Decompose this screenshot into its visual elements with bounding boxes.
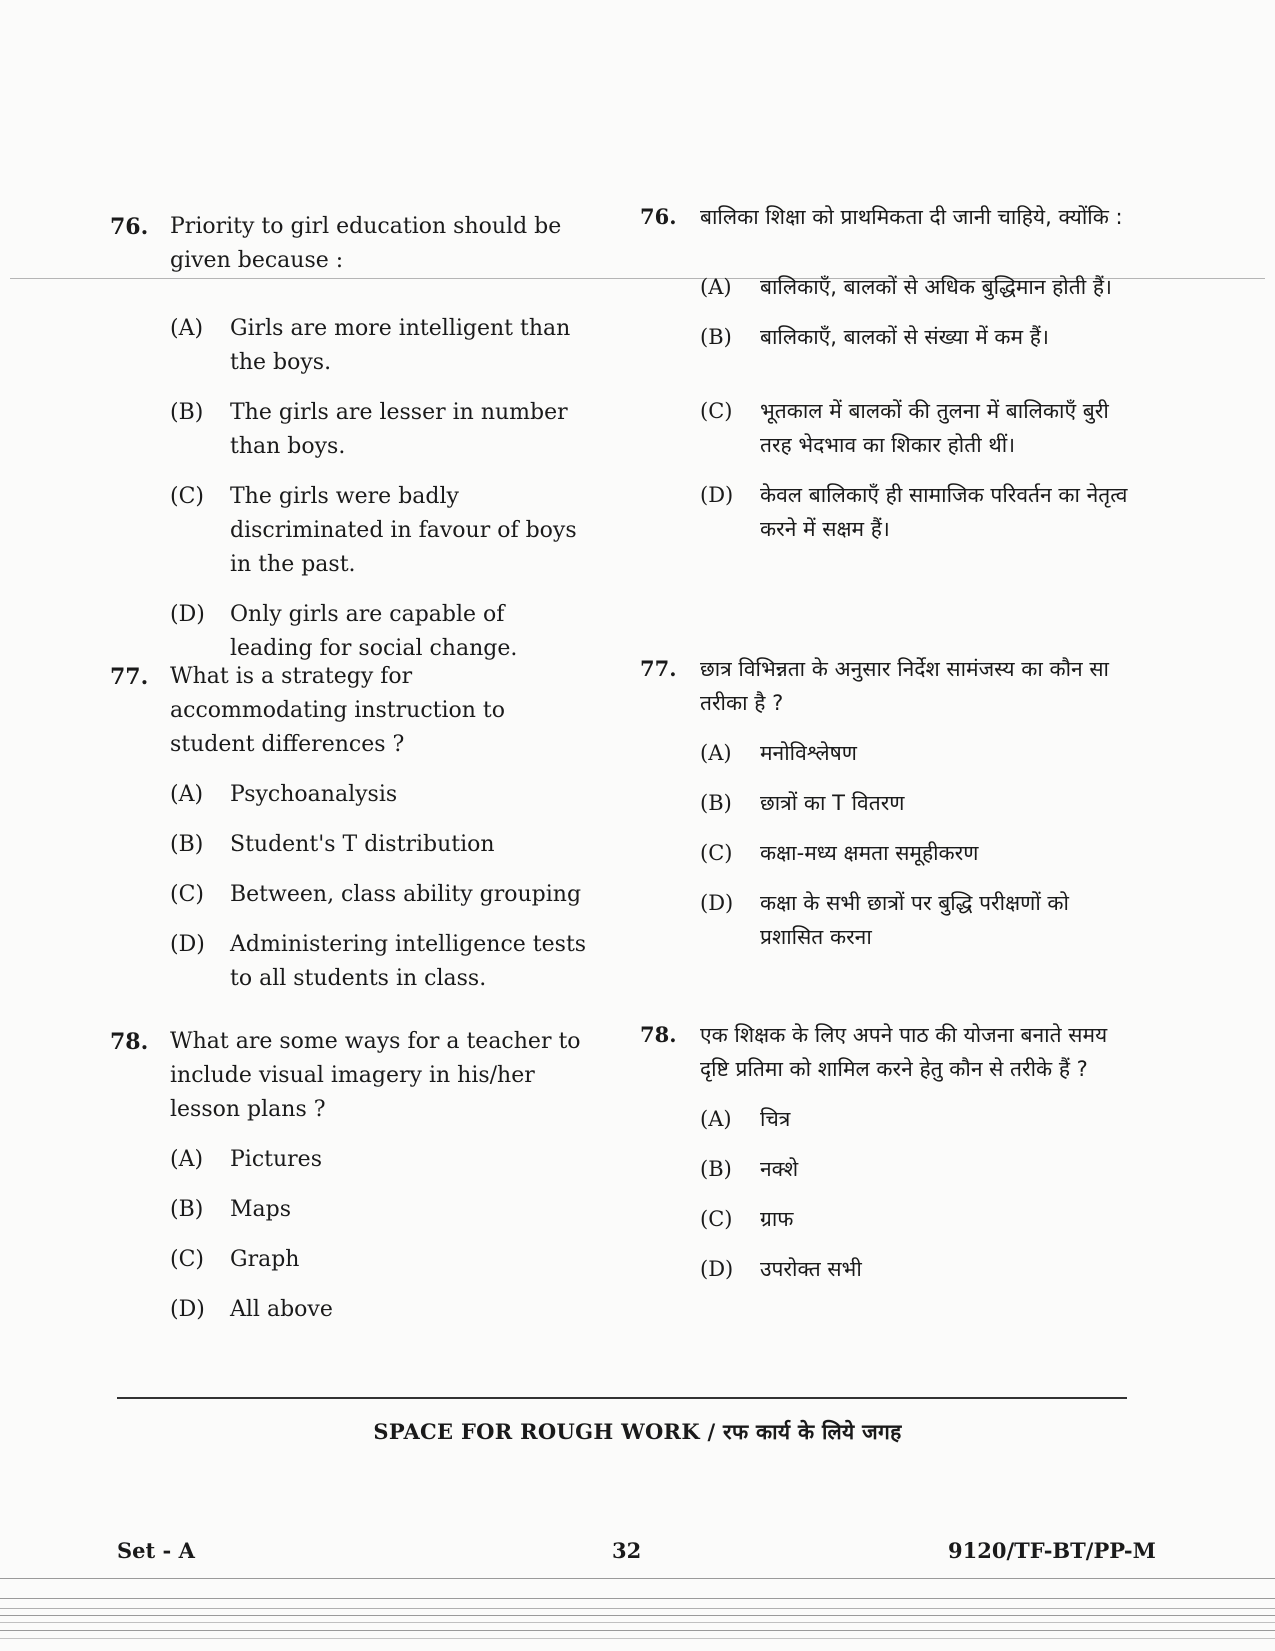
option-c: (C) कक्षा-मध्य क्षमता समूहीकरण xyxy=(700,841,979,865)
option-a: (A) Pictures xyxy=(170,1147,322,1172)
option-c: (C) Between, class ability grouping xyxy=(170,882,582,907)
option-d: (D) कक्षा के सभी छात्रों पर बुद्धि परीक्षणों को प्रशासित करना xyxy=(700,891,1069,949)
scan-line xyxy=(0,1622,1275,1623)
option-b: (B) बालिकाएँ, बालकों से संख्या में कम हैं। xyxy=(700,325,1049,349)
option-a: (A) चित्र xyxy=(700,1107,791,1131)
option-a: (A) मनोविश्लेषण xyxy=(700,741,857,765)
option-c: (C) Graph xyxy=(170,1247,300,1272)
question-text: 77. What is a strategy for accommodating instruction to student differences ? xyxy=(110,660,590,762)
question-number: 77. xyxy=(640,656,677,681)
footer-code: 9120/TF-BT/PP-M xyxy=(948,1538,1156,1563)
option-c: (C) The girls were badly discriminated in favour of boys in the past. xyxy=(170,484,577,577)
question-number: 77. xyxy=(110,664,149,690)
option-b: (B) छात्रों का T वितरण xyxy=(700,791,905,815)
question-text: 76. Priority to girl education should be given because : xyxy=(110,210,590,278)
scan-line xyxy=(0,1578,1275,1579)
option-b: (B) Student's T distribution xyxy=(170,832,495,857)
question-number: 78. xyxy=(110,1029,149,1055)
footer-page-number: 32 xyxy=(612,1538,642,1563)
question-78-english xyxy=(110,1025,590,1327)
scan-line xyxy=(0,1638,1275,1639)
option-d: (D) Only girls are capable of leading for social change. xyxy=(170,602,518,661)
option-c: (C) भूतकाल में बालकों की तुलना में बालिकाएँ बुरी तरह भेदभाव का शिकार होती थीं। xyxy=(700,399,1109,457)
question-76-english xyxy=(110,210,590,666)
question-76-hindi xyxy=(640,200,1130,546)
option-d: (D) उपरोक्त सभी xyxy=(700,1257,862,1281)
scan-line xyxy=(0,1615,1275,1616)
scan-line xyxy=(0,1598,1275,1599)
option-d: (D) Administering intelligence tests to all students in class. xyxy=(170,932,587,991)
question-number: 76. xyxy=(110,214,149,240)
question-text: 76. बालिका शिक्षा को प्राथमिकता दी जानी चाहिये, क्योंकि : xyxy=(640,200,1130,234)
option-a: (A) Girls are more intelligent than the boys. xyxy=(170,316,571,375)
question-77-english xyxy=(110,660,590,996)
rough-work-label: SPACE FOR ROUGH WORK / रफ कार्य के लिये जगह xyxy=(373,1419,902,1444)
rough-work-divider xyxy=(117,1397,1127,1399)
option-b: (B) नक्शे xyxy=(700,1157,799,1181)
option-b: (B) The girls are lesser in number than boys. xyxy=(170,400,568,459)
question-number: 76. xyxy=(640,204,677,229)
option-b: (B) Maps xyxy=(170,1197,292,1222)
question-78-hindi xyxy=(640,1018,1130,1286)
question-text: 78. What are some ways for a teacher to include visual imagery in his/her lesson plans ? xyxy=(110,1025,590,1127)
option-d: (D) All above xyxy=(170,1297,333,1322)
question-77-hindi xyxy=(640,652,1130,954)
question-number: 78. xyxy=(640,1022,677,1047)
scan-line xyxy=(0,1630,1275,1631)
scan-line xyxy=(0,1608,1275,1609)
option-d: (D) केवल बालिकाएँ ही सामाजिक परिवर्तन का नेतृत्व करने में सक्षम हैं। xyxy=(700,483,1128,541)
option-a: (A) बालिकाएँ, बालकों से अधिक बुद्धिमान होती हैं। xyxy=(700,275,1112,299)
question-text: 78. एक शिक्षक के लिए अपने पाठ की योजना बनाते समय दृष्टि प्रतिमा को शामिल करने हेतु कौन से तरीके हैं ? xyxy=(640,1018,1130,1086)
question-text: 77. छात्र विभिन्नता के अनुसार निर्देश सामंजस्य का कौन सा तरीका है ? xyxy=(640,652,1130,720)
option-c: (C) ग्राफ xyxy=(700,1207,794,1231)
option-a: (A) Psychoanalysis xyxy=(170,782,398,807)
footer-set: Set - A xyxy=(117,1538,195,1563)
